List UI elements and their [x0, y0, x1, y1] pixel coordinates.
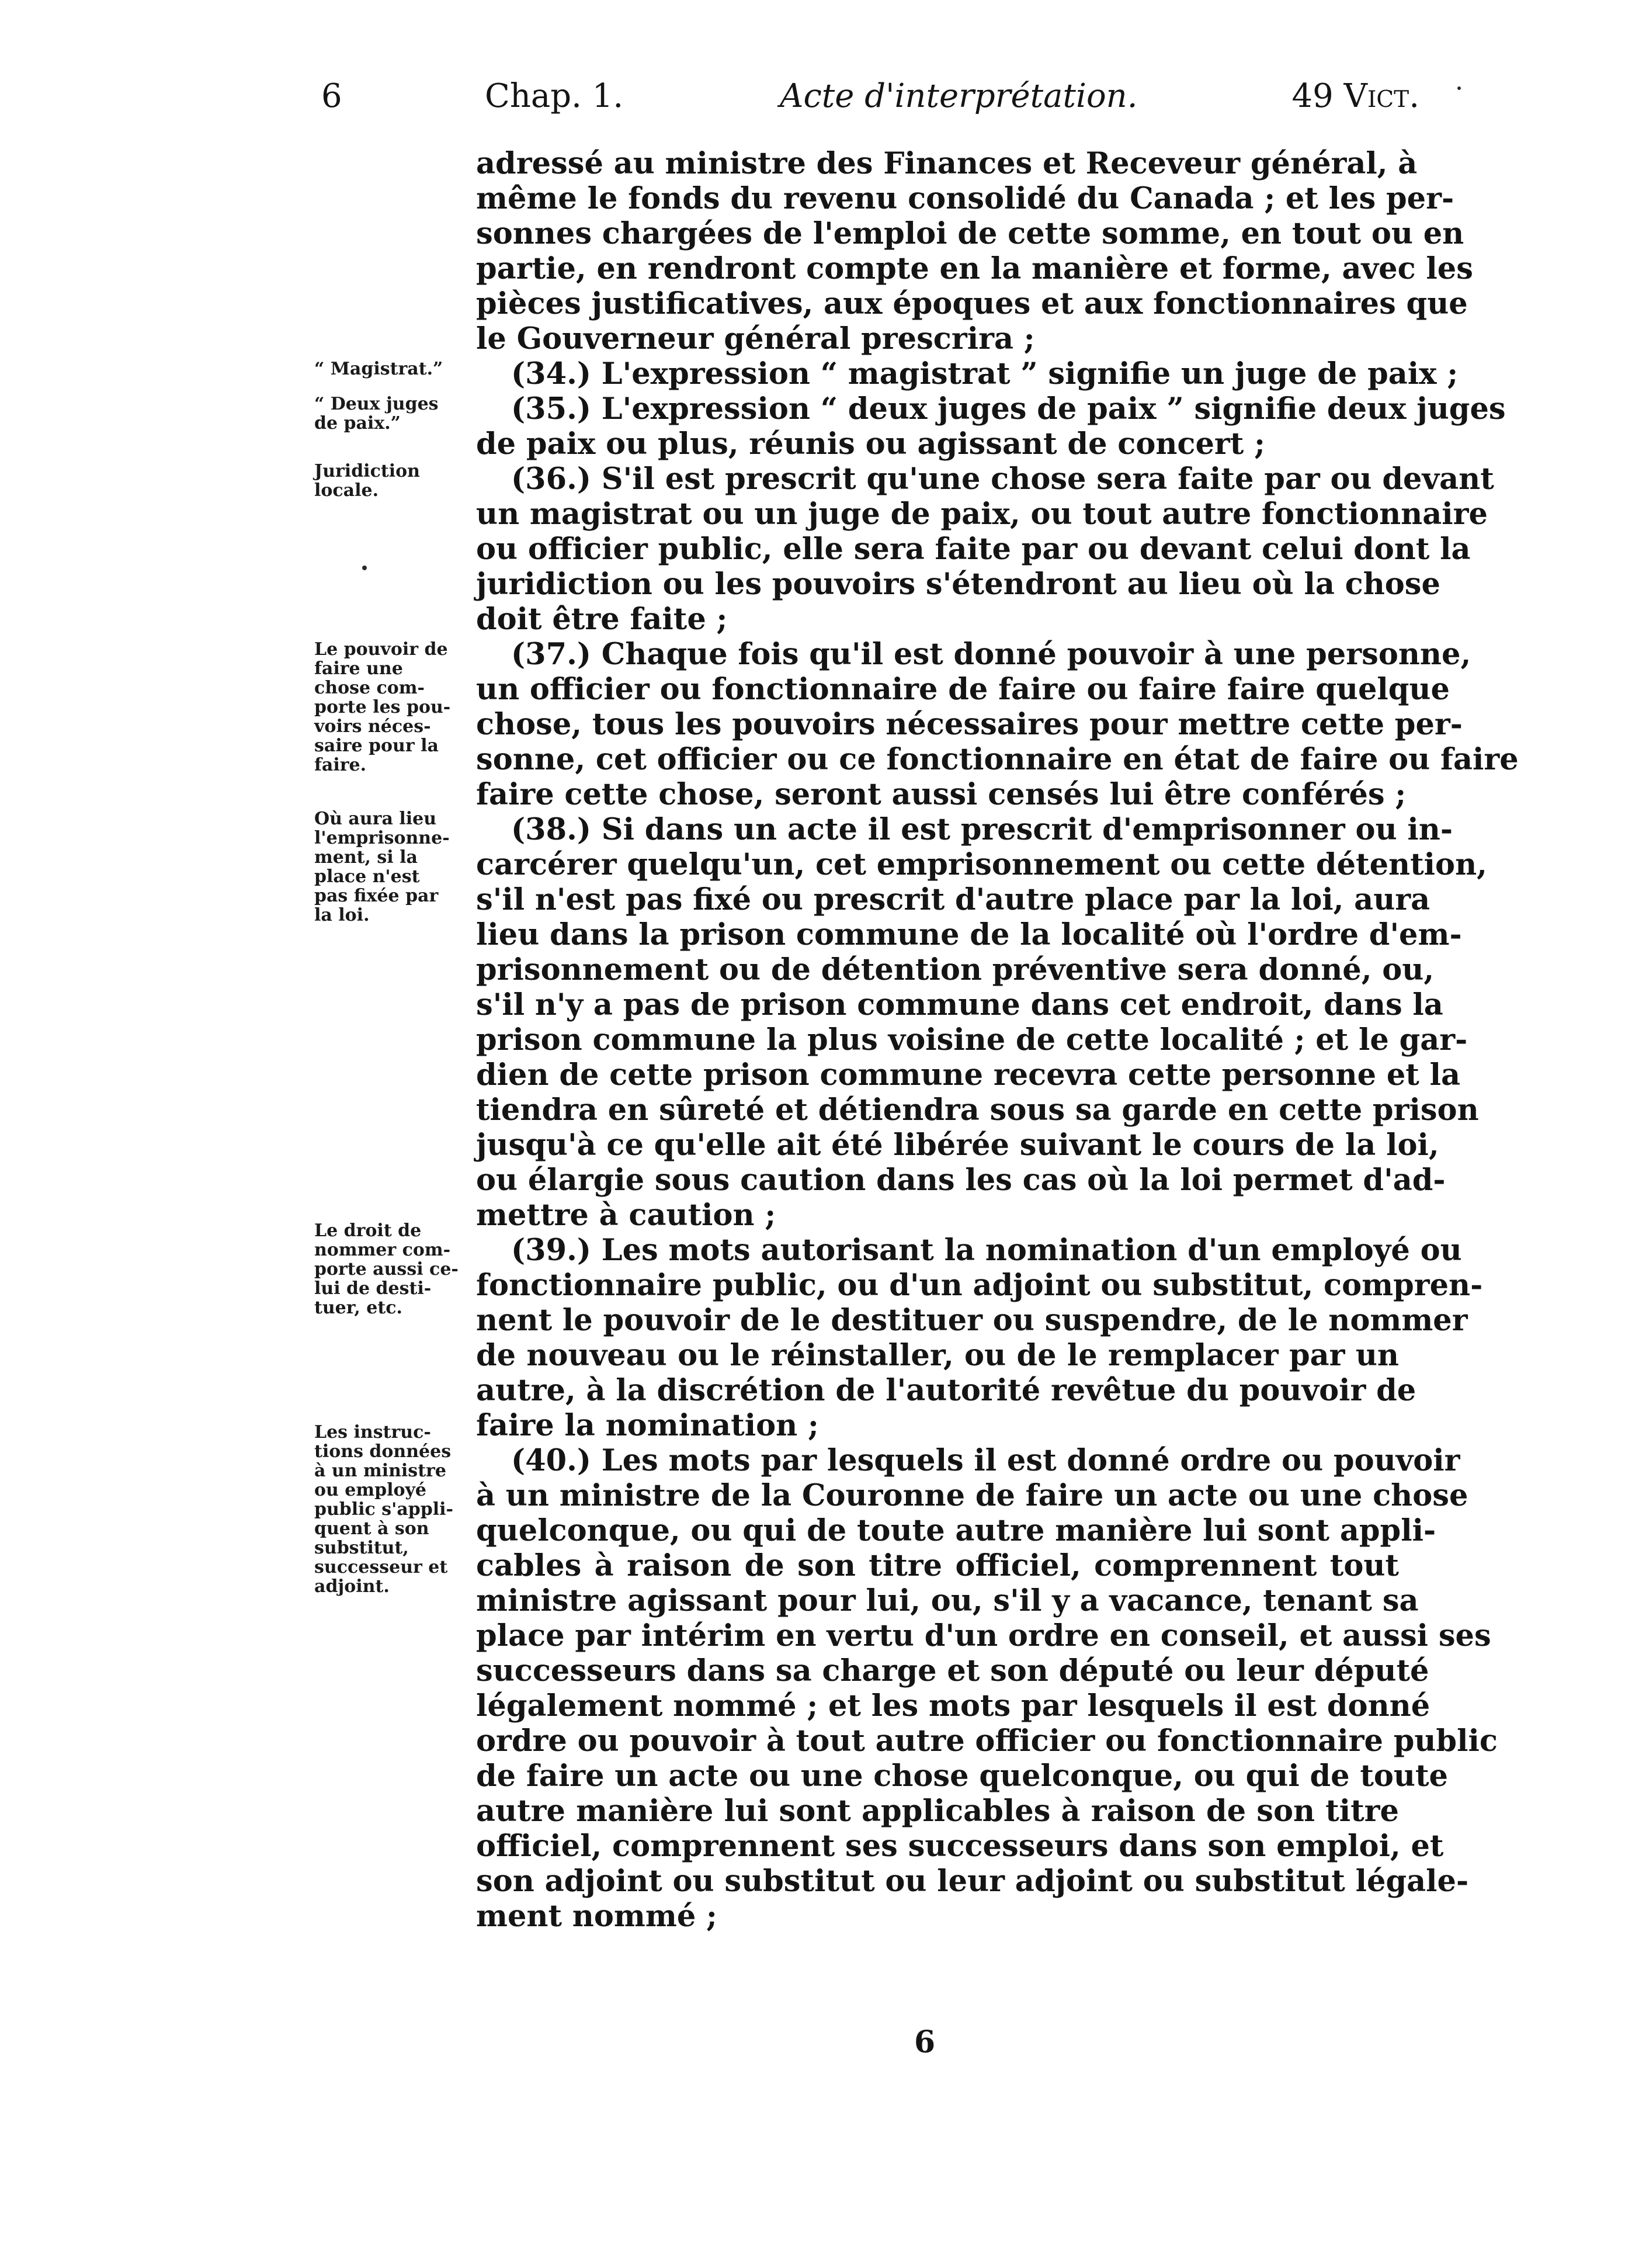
text-line: de paix ou plus, réunis ou agissant de concert ; — [476, 426, 1265, 462]
header-chapter: Chap. 1. — [485, 77, 624, 115]
text-line: lieu dans la prison commune de la localité où l'ordre d'em- — [476, 917, 1462, 952]
text-line: ou élargie sous caution dans les cas où la loi permet d'ad- — [476, 1163, 1446, 1198]
margin-note-line: Où aura lieu — [314, 809, 437, 829]
margin-note-line: chose com- — [314, 678, 425, 698]
header-year: 49 Vict. — [1291, 77, 1419, 115]
text-line: tiendra en sûreté et détiendra sous sa garde en cette prison — [476, 1093, 1479, 1128]
margin-note-line: lui de desti- — [314, 1278, 432, 1299]
ink-speck — [1457, 86, 1461, 90]
text-line: sonne, cet officier ou ce fonctionnaire en état de faire ou faire — [476, 742, 1519, 777]
text-line: juridiction ou les pouvoirs s'étendront au lieu où la chose — [476, 567, 1440, 602]
text-line: s'il n'y a pas de prison commune dans cet endroit, dans la — [476, 987, 1443, 1022]
text-line: cables à raison de son titre officiel, comprennent tout — [476, 1548, 1399, 1583]
margin-note-line: Les instruc- — [314, 1422, 431, 1442]
text-line: doit être faite ; — [476, 602, 728, 637]
header-page-number: 6 — [321, 77, 342, 115]
margin-note-pouvoir — [314, 640, 472, 775]
text-line: ordre ou pouvoir à tout autre officier ou fonctionnaire public — [476, 1723, 1498, 1759]
margin-note-line: Juridiction — [314, 461, 420, 481]
text-line: (34.) L'expression “ magistrat ” signifie un juge de paix ; — [511, 356, 1459, 391]
paragraph-35 — [476, 391, 1506, 462]
margin-note-line: pas fixée par — [314, 886, 439, 906]
text-line: quelconque, ou qui de toute autre manière lui sont appli- — [476, 1513, 1436, 1548]
text-line: faire la nomination ; — [476, 1408, 819, 1443]
text-line: dien de cette prison commune recevra cette personne et la — [476, 1057, 1461, 1093]
margin-note-line: “ Magistrat.” — [314, 359, 443, 379]
paragraph-38 — [476, 812, 1487, 1233]
margin-note-line: place n'est — [314, 866, 420, 887]
margin-note-line: successeur et — [314, 1557, 448, 1577]
margin-note-line: nommer com- — [314, 1240, 451, 1260]
margin-note-line: Le pouvoir de — [314, 639, 448, 660]
margin-note-line: tions données — [314, 1441, 452, 1462]
margin-note-line: faire une — [314, 658, 403, 679]
margin-note-magistrat — [314, 359, 472, 379]
margin-note-line: “ Deux juges — [314, 394, 439, 414]
text-line: prison commune la plus voisine de cette localité ; et le gar- — [476, 1022, 1468, 1057]
text-line: (40.) Les mots par lesquels il est donné ordre ou pouvoir — [511, 1443, 1460, 1478]
text-line: adressé au ministre des Finances et Receveur général, à — [476, 146, 1418, 181]
margin-note-line: adjoint. — [314, 1576, 390, 1597]
text-line: pièces justificatives, aux époques et aux fonctionnaires que — [476, 286, 1468, 321]
text-line: le Gouverneur général prescrira ; — [476, 321, 1035, 356]
text-line: son adjoint ou substitut ou leur adjoint ou substitut légale- — [476, 1864, 1469, 1899]
margin-note-line: Le droit de — [314, 1220, 422, 1241]
text-line: (38.) Si dans un acte il est prescrit d'emprisonner ou in- — [511, 812, 1453, 847]
margin-note-line: tuer, etc. — [314, 1298, 402, 1318]
paragraph-34 — [476, 356, 1459, 391]
paragraph-37 — [476, 637, 1519, 812]
text-line: place par intérim en vertu d'un ordre en conseil, et aussi ses — [476, 1618, 1491, 1653]
text-line: officiel, comprennent ses successeurs dans son emploi, et — [476, 1829, 1444, 1864]
text-line: même le fonds du revenu consolidé du Canada ; et les per- — [476, 181, 1454, 216]
text-line: prisonnement ou de détention préventive sera donné, ou, — [476, 952, 1435, 987]
ink-speck — [362, 566, 367, 570]
margin-note-line: porte aussi ce- — [314, 1259, 459, 1279]
margin-note-line: porte les pou- — [314, 697, 451, 717]
text-line: un magistrat ou un juge de paix, ou tout autre fonctionnaire — [476, 497, 1488, 532]
footer-page-number: 6 — [914, 2024, 936, 2060]
margin-note-deux-juges — [314, 394, 472, 433]
text-line: faire cette chose, seront aussi censés lui être conférés ; — [476, 777, 1407, 812]
margin-note-juridiction — [314, 462, 472, 500]
margin-note-line: substitut, — [314, 1538, 409, 1558]
margin-note-line: voirs néces- — [314, 716, 431, 737]
paragraph-40 — [476, 1443, 1498, 1934]
text-line: autre manière lui sont applicables à raison de son titre — [476, 1794, 1399, 1829]
text-line: successeurs dans sa charge et son député ou leur député — [476, 1653, 1429, 1688]
margin-note-line: à un ministre — [314, 1461, 446, 1481]
margin-note-line: ment, si la — [314, 847, 418, 868]
text-line: mettre à caution ; — [476, 1198, 776, 1233]
text-line: sonnes chargées de l'emploi de cette somme, en tout ou en — [476, 216, 1464, 251]
text-line: de nouveau ou le réinstaller, ou de le remplacer par un — [476, 1338, 1399, 1373]
paragraph-39 — [476, 1233, 1483, 1443]
text-line: autre, à la discrétion de l'autorité revêtue du pouvoir de — [476, 1373, 1416, 1408]
text-line: nent le pouvoir de le destituer ou suspendre, de le nommer — [476, 1303, 1468, 1338]
margin-note-line: ou employé — [314, 1480, 426, 1500]
margin-note-line: quent à son — [314, 1518, 429, 1539]
text-line: chose, tous les pouvoirs nécessaires pour mettre cette per- — [476, 707, 1463, 742]
text-line: de faire un acte ou une chose quelconque, ou qui de toute — [476, 1759, 1448, 1794]
text-line: fonctionnaire public, ou d'un adjoint ou substitut, compren- — [476, 1268, 1483, 1303]
running-header — [286, 70, 1419, 123]
text-line: ment nommé ; — [476, 1899, 717, 1934]
text-line: ministre agissant pour lui, ou, s'il y a vacance, tenant sa — [476, 1583, 1419, 1618]
text-line: (37.) Chaque fois qu'il est donné pouvoir à une personne, — [511, 637, 1471, 672]
continuation-paragraph — [476, 146, 1473, 356]
text-line: ou officier public, elle sera faite par ou devant celui dont la — [476, 532, 1471, 567]
margin-note-line: la loi. — [314, 905, 370, 925]
margin-note-line: l'emprisonne- — [314, 828, 450, 848]
text-line: s'il n'est pas fixé ou prescrit d'autre place par la loi, aura — [476, 882, 1430, 917]
header-title: Acte d'interprétation. — [780, 77, 1138, 115]
text-line: carcérer quelqu'un, cet emprisonnement ou cette détention, — [476, 847, 1487, 882]
margin-note-line: public s'appli- — [314, 1499, 453, 1520]
margin-note-droit-nommer — [314, 1221, 472, 1317]
text-line: partie, en rendront compte en la manière et forme, avec les — [476, 251, 1473, 286]
text-line: (36.) S'il est prescrit qu'une chose sera faite par ou devant — [511, 462, 1494, 497]
margin-note-line: de paix.” — [314, 413, 401, 434]
margin-note-line: saire pour la — [314, 736, 439, 756]
main-text — [476, 146, 1519, 1934]
text-line: un officier ou fonctionnaire de faire ou faire faire quelque — [476, 672, 1450, 707]
text-line: à un ministre de la Couronne de faire un acte ou une chose — [476, 1478, 1468, 1513]
text-line: (35.) L'expression “ deux juges de paix ” signifie deux juges — [511, 391, 1506, 426]
margin-note-instructions — [314, 1423, 472, 1596]
margin-note-line: locale. — [314, 480, 379, 501]
text-line: (39.) Les mots autorisant la nomination d'un employé ou — [511, 1233, 1462, 1268]
margin-note-emprisonnement — [314, 809, 472, 925]
text-line: jusqu'à ce qu'elle ait été libérée suivant le cours de la loi, — [476, 1128, 1439, 1163]
text-line: légalement nommé ; et les mots par lesquels il est donné — [476, 1688, 1430, 1723]
paragraph-36 — [476, 462, 1494, 637]
margin-note-line: faire. — [314, 755, 367, 775]
